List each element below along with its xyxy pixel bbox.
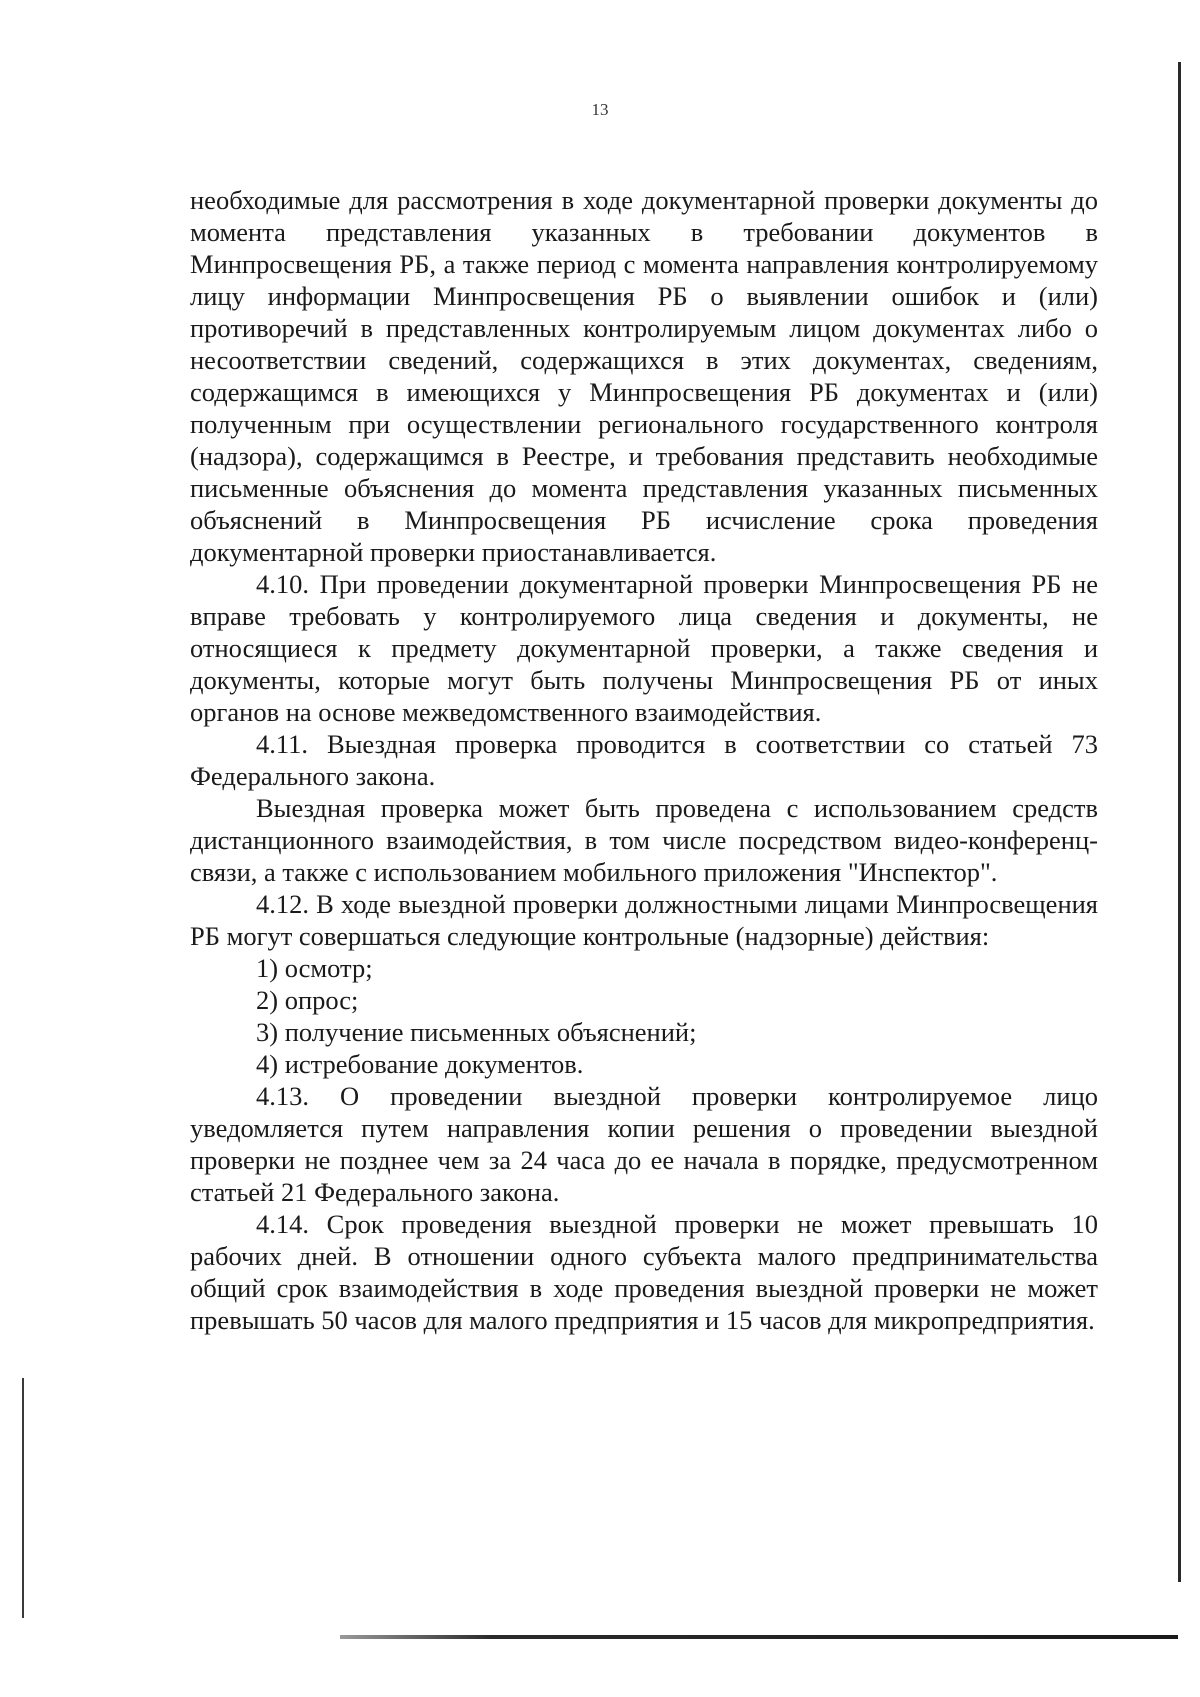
list-item-inspection: 1) осмотр; xyxy=(256,953,373,983)
paragraph-remote-inspection: Выездная проверка может быть проведена с использованием средств дистанционного взаимодействия, в том числе посредством видео-конференц-связи, а также с использованием мобильного приложения "Инспектор". xyxy=(190,793,1098,887)
paragraph-4-13: 4.13. О проведении выездной проверки контролируемое лицо уведомляется путем направления копии решения о проведении выездной проверки не позднее чем за 24 часа до ее начала в порядке, предусмотренном статьей 21 Федерального закона. xyxy=(190,1081,1098,1207)
scan-edge-left xyxy=(22,1378,24,1618)
paragraph-4-11: 4.11. Выездная проверка проводится в соответствии со статьей 73 Федерального закона. xyxy=(190,729,1098,791)
document-body xyxy=(190,184,1098,1336)
scan-edge-right xyxy=(1178,62,1181,1582)
list-item-explanations: 3) получение письменных объяснений; xyxy=(256,1017,697,1047)
scan-edge-bottom xyxy=(340,1635,1178,1639)
list-item-documents: 4) истребование документов. xyxy=(256,1049,584,1079)
paragraph-4-10: 4.10. При проведении документарной проверки Минпросвещения РБ не вправе требовать у контролируемого лица сведения и документы, не относящиеся к предмету документарной проверки, а также сведения и документы, которые могут быть получены Минпросвещения РБ от иных органов на основе межведомственного взаимодействия. xyxy=(190,569,1098,727)
paragraph-continuation: необходимые для рассмотрения в ходе документарной проверки документы до момента представления указанных в требовании документов в Минпросвещения РБ, а также период с момента направления контролируемому лицу информации Минпросвещения РБ о выявлении ошибок и (или) противоречий в представленных контролируемым лицом документах либо о несоответствии сведений, содержащихся в этих документах, сведениям, содержащимся в имеющихся у Минпросвещения РБ документах и (или) полученным при осуществлении регионального государственного контроля (надзора), содержащимся в Реестре, и требования представить необходимые письменные объяснения до момента представления указанных письменных объяснений в Минпросвещения РБ исчисление срока проведения документарной проверки приостанавливается. xyxy=(190,185,1098,567)
paragraph-4-14: 4.14. Срок проведения выездной проверки не может превышать 10 рабочих дней. В отношении одного субъекта малого предпринимательства общий срок взаимодействия в ходе проведения выездной проверки не может превышать 50 часов для малого предприятия и 15 часов для микропредприятия. xyxy=(190,1209,1098,1335)
page-number: 13 xyxy=(591,100,609,119)
paragraph-4-12: 4.12. В ходе выездной проверки должностными лицами Минпросвещения РБ могут совершаться следующие контрольные (надзорные) действия: xyxy=(190,889,1098,951)
list-item-survey: 2) опрос; xyxy=(256,985,359,1015)
